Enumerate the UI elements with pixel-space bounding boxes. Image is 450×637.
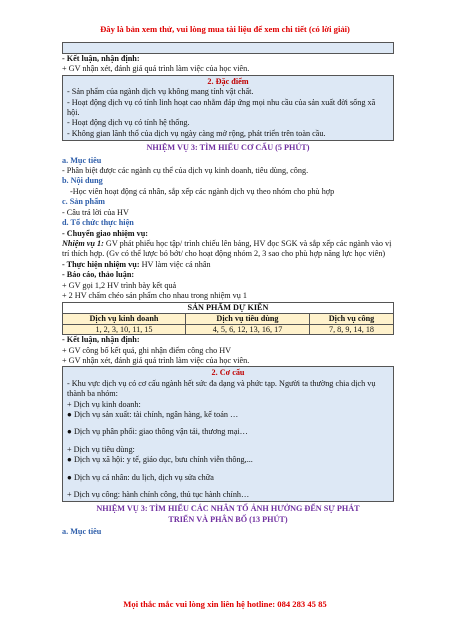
expected-product-table <box>62 302 394 335</box>
features-line: - Hoạt động dịch vụ có tính linh hoạt cao nhằm đáp ứng mọi nhu cầu của sản xuất đời sống xã hội. <box>67 97 376 118</box>
page-content <box>62 42 394 538</box>
structure-intro: - Khu vực dịch vụ có cơ cấu ngành hết sức đa dạng và phức tạp. Người ta thường chia dịch vụ thành ba nhóm: <box>67 378 376 399</box>
organization-label: d. Tổ chức thực hiện <box>62 218 134 228</box>
report-line: + GV gọi 1,2 HV trình bày kết quả <box>62 280 177 290</box>
table-header: Dịch vụ tiêu dùng <box>185 313 309 324</box>
task-text: GV phát phiếu học tập/ trình chiếu lên bảng, HV đọc SGK và sắp xếp các ngành vào vị trí thích hợp. (Gv có thể lược bỏ bớt/ cho hoạt động nhóm 2, 3 sao cho phù hợp năng lực học viên) <box>62 238 392 259</box>
consumer-item: ● Dịch vụ xã hội: y tế, giáo dục, bưu chính viễn thông,... <box>67 455 253 465</box>
task-structure-title: NHIỆM VỤ 3: TÌM HIỂU CƠ CẤU (5 PHÚT) <box>146 143 310 153</box>
conclusion-heading: - Kết luận, nhận định: <box>62 335 140 345</box>
task-factors-title-1: NHIỆM VỤ 3: TÌM HIỂU CÁC NHÂN TỐ ẢNH HƯỞNG ĐẾN SỰ PHÁT <box>96 504 360 514</box>
table-cell: 1, 2, 3, 10, 11, 15 <box>63 324 186 335</box>
table-cell: 4, 5, 6, 12, 13, 16, 17 <box>185 324 309 335</box>
task-factors-title-2: TRIỂN VÀ PHÂN BỐ (13 PHÚT) <box>168 514 288 524</box>
conclusion-heading: - Kết luận, nhận định: <box>62 54 140 63</box>
features-line: - Không gian lãnh thổ của dịch vụ ngày càng mở rộng, phát triển trên toàn cầu. <box>67 128 326 138</box>
do-text: HV làm việc cá nhân <box>139 259 211 269</box>
assign-heading: - Chuyển giao nhiệm vụ: <box>62 228 148 238</box>
objective-label: a. Mục tiêu <box>62 527 102 537</box>
conclusion-line: + GV nhận xét, đánh giá quá trình làm việc của học viên. <box>62 64 250 74</box>
empty-table-cell <box>62 42 394 54</box>
public-service-line: + Dịch vụ công: hành chính công, thủ tục hành chính… <box>67 490 250 499</box>
business-heading: + Dịch vụ kinh doanh: <box>67 399 141 409</box>
content-label: b. Nội dung <box>62 176 103 186</box>
business-item: ● Dịch vụ phân phối: giao thông vận tải, thương mại… <box>67 427 248 437</box>
task-paragraph <box>62 239 394 260</box>
features-line: - Sản phẩm của ngành dịch vụ không mang tính vật chất. <box>67 87 254 97</box>
features-line: - Hoạt động dịch vụ có tính hệ thống. <box>67 118 190 128</box>
content-text: -Học viên hoạt động cá nhân, sắp xếp các ngành dịch vụ theo nhóm cho phù hợp <box>70 186 335 196</box>
table-header: Dịch vụ công <box>310 313 394 324</box>
conclusion-line: + GV nhận xét, đánh giá quá trình làm việc của học viên. <box>62 355 250 365</box>
features-title: 2. Đặc điểm <box>207 76 249 86</box>
consumer-heading: + Dịch vụ tiêu dùng: <box>67 444 135 454</box>
report-line: + 2 HV chấm chéo sản phẩm cho nhau trong nhiệm vụ 1 <box>62 290 248 300</box>
hotline-notice: Mọi thắc mắc vui lòng xin liên hệ hotline: 084 283 45 85 <box>123 599 327 609</box>
do-heading: - Thực hiện nhiệm vụ: <box>62 259 140 269</box>
do-paragraph <box>62 260 394 270</box>
business-item: ● Dịch vụ sản xuất: tài chính, ngân hàng, kế toán … <box>67 409 239 419</box>
objective-label: a. Mục tiêu <box>62 155 102 165</box>
report-heading: - Báo cáo, thảo luận: <box>62 270 135 280</box>
features-box <box>62 75 394 141</box>
table-title: SẢN PHẨM DỰ KIẾN <box>63 303 394 314</box>
preview-notice: Đây là bản xem thử, vui lòng mua tài liệu để xem chi tiết (có lời giải) <box>100 24 350 34</box>
table-header: Dịch vụ kinh doanh <box>63 313 186 324</box>
conclusion-line: + GV công bố kết quả, ghi nhận điểm công cho HV <box>62 345 232 355</box>
product-text: - Câu trả lời của HV <box>62 207 129 217</box>
structure-box <box>62 366 394 502</box>
product-label: c. Sản phẩm <box>62 197 105 207</box>
task-label: Nhiệm vụ 1: <box>62 238 104 248</box>
table-cell: 7, 8, 9, 14, 18 <box>310 324 394 335</box>
consumer-item: ● Dịch vụ cá nhân: du lịch, dịch vụ sửa chữa <box>67 472 214 482</box>
structure-title: 2. Cơ cấu <box>211 368 245 378</box>
objective-text: - Phân biệt được các ngành cụ thể của dịch vụ kinh doanh, tiêu dùng, công. <box>62 166 309 176</box>
